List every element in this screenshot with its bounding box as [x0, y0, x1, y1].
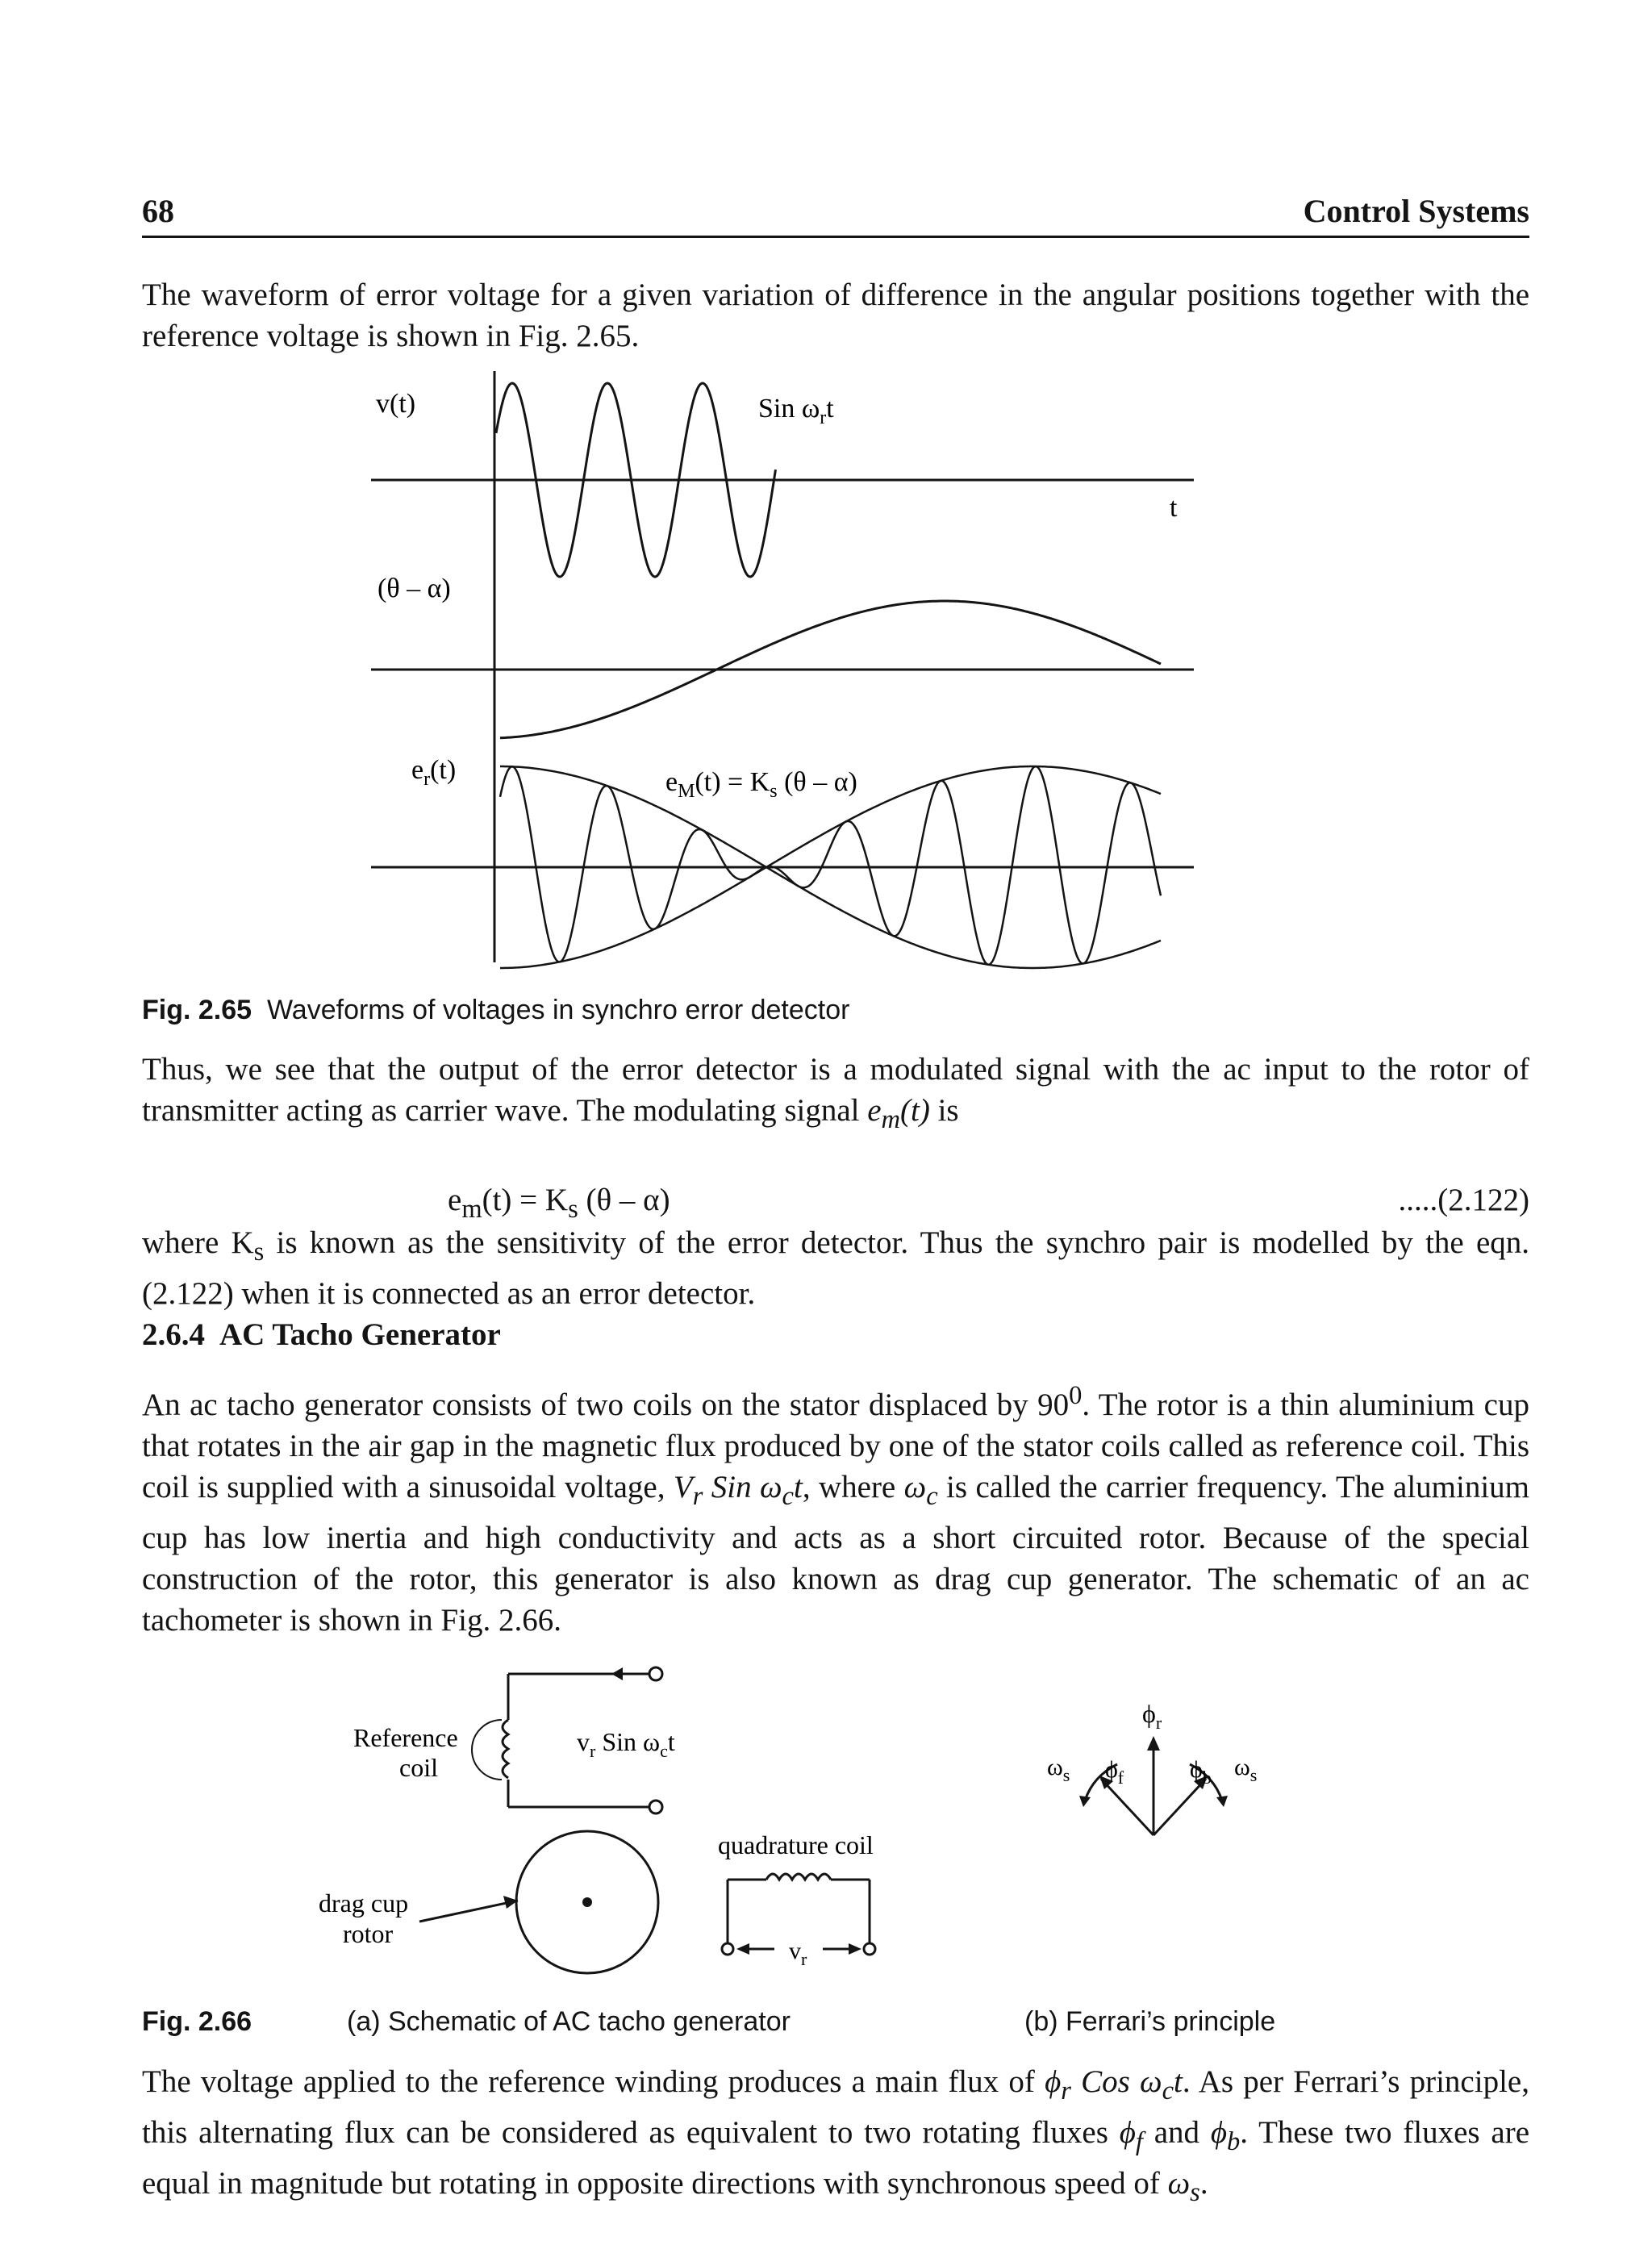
label-phi-b: $\phi_b$	[1190, 1756, 1212, 1788]
label-vr-sin: $v_r$ Sin $\omega_ct$	[577, 1727, 675, 1761]
phi-b-vector	[1153, 1779, 1206, 1835]
paragraph-intro: The waveform of error voltage for a given variation of difference in the angular positions together with the reference voltage is shown in Fig. 2.65.	[142, 278, 1529, 353]
section-heading: 2.6.4 AC Tacho Generator	[142, 1317, 501, 1352]
label-t: t	[1170, 493, 1178, 523]
quadrature-coil-winding	[766, 1874, 831, 1880]
label-sin-wrt: Sin $\omega_rt$	[758, 394, 834, 428]
reference-coil-winding	[503, 1720, 508, 1778]
figure-2-66-tacho-schematic	[307, 1646, 1371, 1993]
figure-2-65-waveforms	[355, 367, 1226, 980]
label-phi-f: $\phi_f$	[1105, 1756, 1124, 1788]
label-rotor: rotor	[343, 1919, 394, 1948]
figure-2-66-caption-number: Fig. 2.66	[142, 2006, 252, 2037]
page-header	[142, 190, 1529, 238]
label-vt: v(t)	[376, 389, 416, 419]
paragraph-tacho-generator: An ac tacho generator consists of two coils on the stator displaced by $90^0$. The rotor is a thin aluminium cup that rotates in the air gap in the magnetic flux produced by one of the stator coils called as reference coil. This coil is supplied with a sinusoidal voltage, $V_r$ Sin $\omega_ct$, where $\omega_c$ is called the carrier frequency. The aluminium cup has low inertia and high conductivity and acts as a short circuited rotor. Because of the special construction of the rotor, this generator is also known as drag cup generator. The schematic of an ac tachometer is shown in Fig. 2.66.	[142, 1381, 1530, 1638]
phi-f-vector	[1101, 1779, 1153, 1835]
page-number: 68	[142, 193, 174, 229]
label-er: $e_r(t)$	[411, 755, 457, 790]
label-vr: $v_r$	[789, 1938, 807, 1969]
label-quadrature-coil: quadrature coil	[718, 1830, 874, 1859]
paragraph-ferraris-principle: The voltage applied to the reference winding produces a main flux of $\phi_r$ Cos $\omega_ct$. As per Ferrari’s principle, this alternating flux can be considered as equivalent to two rotating fluxes $\phi_f$ and $\phi_b$. These two fluxes are equal in magnitude but rotating in opposite directions with synchronous speed of $\omega_s$.	[142, 2064, 1530, 2207]
label-coil: coil	[399, 1753, 438, 1782]
figure-2-65-caption: Fig. 2.65 Waveforms of voltages in synchro error detector	[142, 995, 850, 1025]
label-em-equation: $e_M(t) = K_s$ (θ – α)	[665, 767, 857, 802]
label-omega-s-left: $\omega_s$	[1047, 1754, 1070, 1785]
label-reference: Reference	[353, 1723, 458, 1752]
figure-2-66-caption-a: (a) Schematic of AC tacho generator	[347, 2006, 791, 2037]
equation-2-122: $e_m(t) = K_s$ (θ – α)	[448, 1183, 670, 1224]
running-title: Control Systems	[1303, 193, 1529, 229]
label-theta-alpha: (θ – α)	[378, 574, 451, 603]
label-omega-s-right: $\omega_s$	[1234, 1754, 1258, 1785]
figure-2-66-caption-b: (b) Ferrari’s principle	[1024, 2006, 1276, 2037]
label-drag-cup: drag cup	[319, 1888, 409, 1918]
paragraph-sensitivity: where $K_s$ is known as the sensitivity of the error detector. Thus the synchro pair is modelled by the eqn. (2.122) when it is connected as an error detector.	[142, 1225, 1530, 1311]
equation-number: .....(2.122)	[1398, 1183, 1529, 1217]
paragraph-modulation: Thus, we see that the output of the error detector is a modulated signal with the ac input to the rotor of transmitter acting as carrier wave. The modulating signal $e_m(t)$ is	[142, 1052, 1529, 1134]
label-phi-r: $\phi_r$	[1142, 1699, 1162, 1733]
